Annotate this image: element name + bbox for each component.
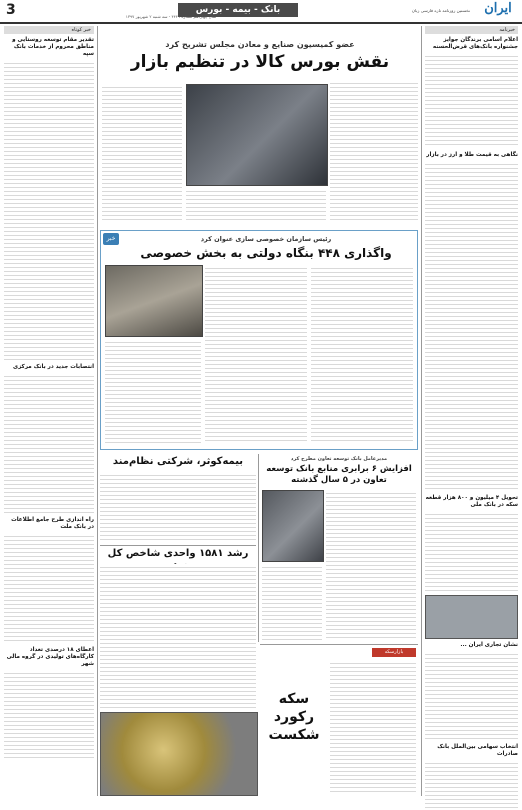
lead-photo [186,84,328,186]
right-headline-5: انتخاب سهامی بین‌الملل بانک صادرات [437,744,518,757]
feature-photo [105,265,203,337]
coin-headline: سکه رکورد شکست [268,691,320,743]
coin-tag [372,648,416,657]
feature-kicker: رئیس سازمان خصوصی سازی عنوان کرد [200,235,332,243]
mid-left-headline: بیمه‌کوثر، شرکتی نظام‌مند [112,456,244,467]
left-column-tag: خبر کوتاه [4,26,94,34]
left-headline-2: انتصابات جدید در بانک مرکزی [12,364,94,370]
left-headline-4: اعطای ۱۸ درصدی تعداد کارگاه‌های تولیدی در گروه مالی شهر [6,647,94,667]
left-column-divider [97,26,98,796]
mid-right-kicker: مدیرعامل بانک توسعه تعاون مطرح کرد [290,456,388,462]
feature-text-mid [205,265,307,443]
lead-headline: نقش بورس کالا در تنظیم بازار [130,52,390,72]
right-column-tag: خبرنامه [425,26,518,34]
edition-line: سال چهاردهم شماره ۴۴۴۹ - سه شنبه ۲ شهریور ۱۳۹۷ [125,14,217,19]
right-text-3 [425,511,518,591]
left-headline-3: راه اندازی طرح جامع اطلاعات در بانک ملت [11,517,94,530]
feature-box [100,230,418,450]
right-column [425,26,518,796]
lead-text-right [330,80,418,220]
masthead-logo: ایران [484,1,512,16]
feature-text-right [311,265,413,443]
coin-photo [100,712,258,796]
mid-divider [258,454,259,642]
lead-text-center [186,188,326,222]
feature-badge [103,233,119,245]
left-text-1 [4,60,94,360]
right-headline-4: نشان تجاری ایران ... [460,642,518,648]
feature-text-left [105,339,201,443]
mid-left-text [100,472,256,542]
left-column [4,26,94,796]
right-headline-2: نگاهی به قیمت طلا و ارز در بازار [426,152,518,158]
mid-right-headline: افزایش ۶ برابری منابع بانک توسعه تعاون در ۵ سال گذشته [266,464,412,485]
right-text-5 [425,760,518,810]
bourse-top-rule [100,545,256,546]
right-headline-3: تحویل ۴ میلیون و ۸۰۰ هزار قطعه سکه در بانک ملی [425,495,518,508]
right-text-4 [425,651,518,741]
left-text-3 [4,533,94,643]
lead-text-left [102,84,182,222]
coin-text-right [330,660,416,794]
left-text-4 [4,670,94,760]
right-column-divider [421,26,422,796]
coin-tag-label: بازارسکه [384,649,404,655]
bourse-headline: رشد ۱۵۸۱ واحدی شاخص کل [107,548,249,559]
right-text-1 [425,53,518,148]
feature-headline: واگذاری ۴۴۸ بنگاه دولتی به بخش خصوصی [140,246,392,260]
mid-right-text-2 [262,564,322,640]
section-title: بانک - بیمه - بورس [195,5,281,15]
mid-right-photo [262,490,324,562]
page-number: 3 [6,2,16,18]
left-text-2 [4,373,94,513]
left-headline-1: تقدیر مقام توسعه روستایی و مناطق محروم از خدمات بانک سپه [12,37,94,57]
right-photo [425,595,518,639]
feature-badge-label: خبر [106,235,116,242]
page-header [0,0,522,24]
bourse-text [100,564,256,708]
mid-right-text [326,490,416,640]
right-headline-1: اعلام اسامی برندگان جوایز جشنواره بانک‌های قرض‌الحسنه [432,37,518,50]
coin-top-rule [260,644,418,645]
right-text-2 [425,161,518,491]
lead-kicker: عضو کمیسیون صنایع و معادن مجلس تشریح کرد [165,40,355,49]
tagline: نخستین روزنامه تازه فارسی زبان [411,8,470,13]
